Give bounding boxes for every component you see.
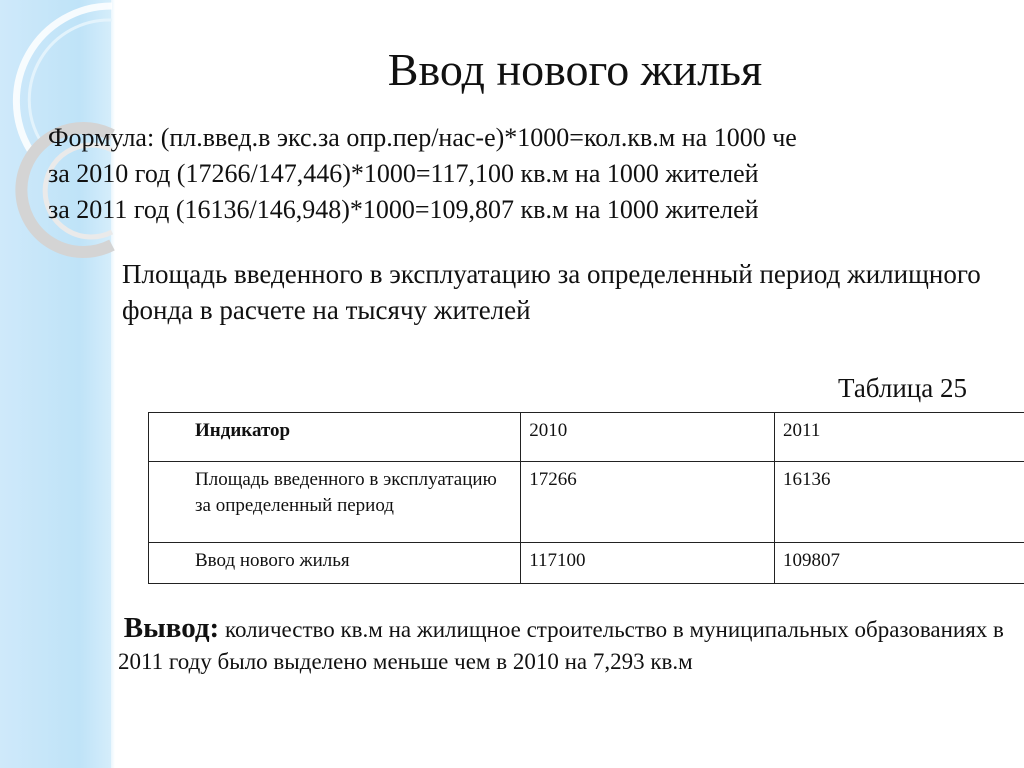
table-header-row (149, 413, 1024, 462)
formula-2010-line: за 2010 год (17266/147,446)*1000=117,100 кв.м на 1000 жителей (48, 159, 759, 188)
conclusion-label: Вывод: (123, 612, 220, 644)
conclusion (118, 612, 1018, 678)
table-row (149, 462, 1024, 543)
row-housing-2011: 109807 (775, 543, 1024, 584)
data-table (148, 412, 1024, 584)
table-caption: Площадь введенного в эксплуатацию за определенный период жилищного фонда в расчете на тысячу жителей (122, 259, 981, 325)
header-2011: 2011 (775, 413, 1024, 462)
table-number: Таблица 25 (838, 373, 967, 403)
formula-2011-line: за 2011 год (16136/146,948)*1000=109,807 кв.м на 1000 жителей (48, 195, 759, 224)
row-housing-label: Ввод нового жилья (149, 543, 521, 584)
conclusion-text: количество кв.м на жилищное строительство в муниципальных образованиях в 2011 году было выделено меньше чем в 2010 на 7,293 кв.м (118, 617, 1004, 674)
page-title: Ввод нового жилья (387, 44, 763, 95)
row-housing-2010: 117100 (521, 543, 775, 584)
table-row (149, 543, 1024, 584)
header-2010: 2010 (521, 413, 775, 462)
formula-block (48, 120, 797, 228)
header-indicator: Индикатор (149, 413, 521, 462)
row-area-2011: 16136 (775, 462, 1024, 543)
row-area-2010: 17266 (521, 462, 775, 543)
row-area-label: Площадь введенного в эксплуатацию за определенный период (149, 462, 521, 543)
formula-line: Формула: (пл.введ.в экс.за опр.пер/нас-е)*1000=кол.кв.м на 1000 че (48, 123, 797, 152)
